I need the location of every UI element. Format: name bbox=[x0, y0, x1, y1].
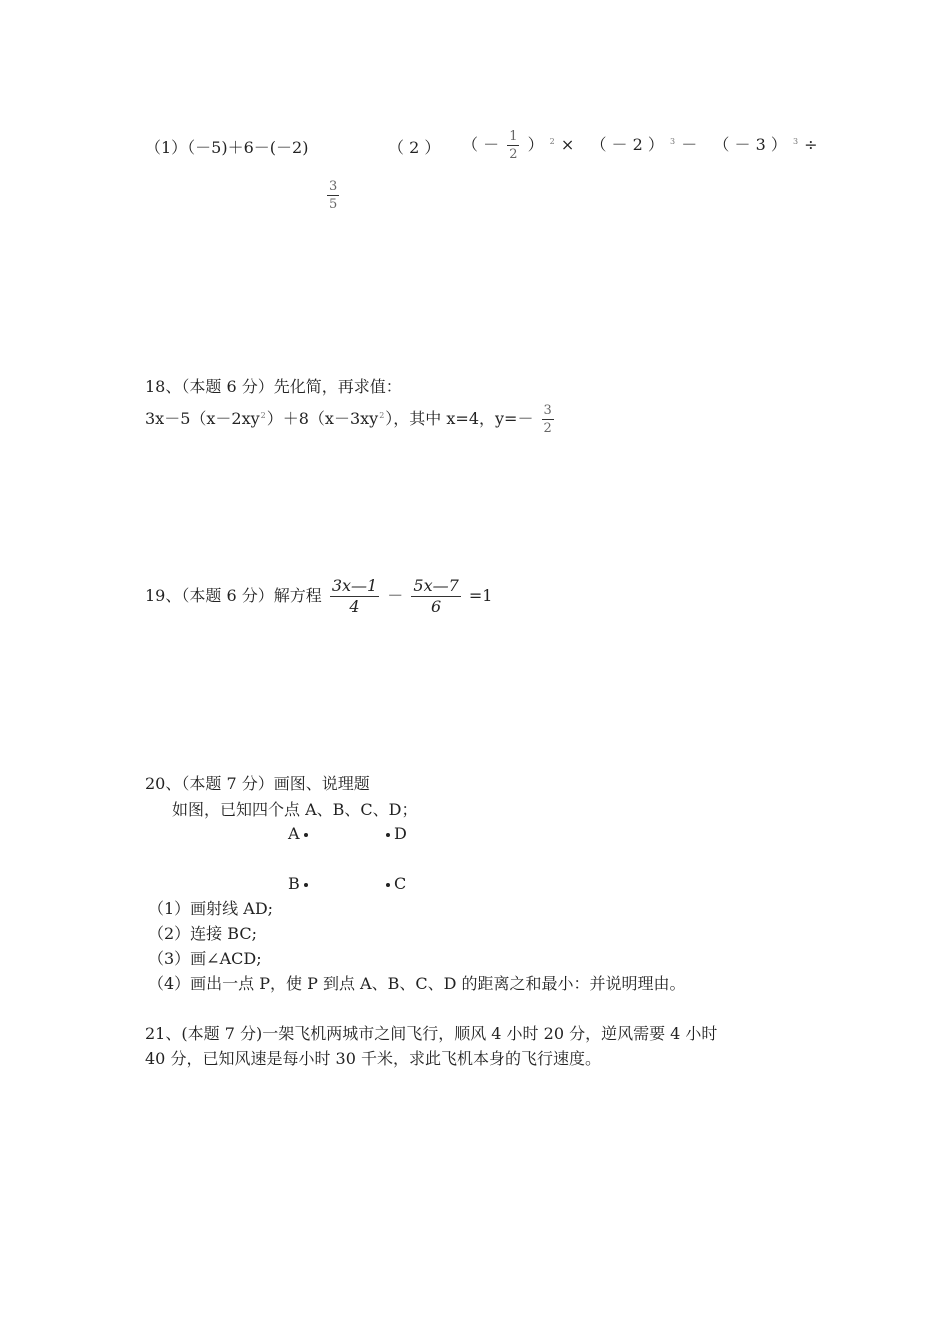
q17-term2: （ － 2 ） bbox=[590, 135, 664, 154]
q17-close: ） bbox=[527, 135, 544, 154]
q19-equation bbox=[145, 578, 492, 615]
q17-minus: － bbox=[681, 135, 698, 154]
q18-title: 18、（本题 6 分）先化简，再求值： bbox=[145, 377, 402, 396]
q20-intro: 如图，已知四个点 A、B、C、D； bbox=[172, 800, 418, 819]
q17-exp1: 2 bbox=[549, 137, 555, 146]
q17-part1: （1）（－5)＋6－(－2) bbox=[145, 138, 309, 157]
q18-exp-a: 2 bbox=[260, 411, 266, 420]
q20-item-4: （4）画出一点 P，使 P 到点 A、B、C、D 的距离之和最小：并说明理由。 bbox=[148, 974, 686, 993]
q21-line-1: 21、(本题 7 分)一架飞机两城市之间飞行，顺风 4 小时 20 分，逆风需要 4 小时 bbox=[145, 1024, 718, 1043]
point-d-dot bbox=[386, 833, 390, 837]
point-d: D bbox=[382, 826, 407, 842]
q18-fraction: $\frac{3}{2}$ bbox=[543, 403, 552, 436]
point-a: A bbox=[288, 826, 312, 842]
q17-part2-label: （ 2 ） bbox=[388, 138, 441, 157]
q17-term3: （ － 3 ） bbox=[713, 135, 787, 154]
q20-item-2: （2）连接 BC; bbox=[148, 924, 257, 943]
q17-open: （ － bbox=[462, 135, 500, 154]
q17-exp2: 3 bbox=[670, 137, 676, 146]
point-a-dot bbox=[304, 833, 308, 837]
q17-times: × bbox=[560, 135, 575, 154]
q17-div: ÷ bbox=[804, 135, 818, 154]
q18-exp-b: 2 bbox=[379, 411, 385, 420]
q21-line-2: 40 分，已知风速是每小时 30 千米，求此飞机本身的飞行速度。 bbox=[145, 1049, 601, 1068]
q20-item-1: （1）画射线 AD; bbox=[148, 899, 274, 918]
point-c-dot bbox=[386, 883, 390, 887]
q20-item-3: （3）画∠ACD; bbox=[148, 949, 262, 968]
point-b: B bbox=[288, 876, 312, 892]
q20-title: 20、（本题 7 分）画图、说理题 bbox=[145, 774, 370, 793]
q19-minus: － bbox=[387, 586, 404, 605]
q19-fraction-2: $\frac{5x—7}{6}$ bbox=[413, 576, 459, 616]
q17-fraction-half: $\frac{1}{2}$ bbox=[509, 129, 518, 162]
q17-exp3: 3 bbox=[792, 137, 799, 146]
q17-part2-expression bbox=[462, 130, 818, 161]
q19-title: 19、（本题 6 分）解方程 bbox=[145, 586, 322, 605]
point-c: C bbox=[382, 876, 406, 892]
point-b-dot bbox=[304, 883, 308, 887]
q17-fraction-three-fifths: $\frac{3}{5}$ bbox=[329, 179, 338, 212]
q19-equals: =1 bbox=[468, 586, 493, 605]
q18-expression: $3x-5(x-2xy^2)+8(x-3xy^2)$，其中 x=4，y=－ $\frac{3}{2}$ bbox=[145, 403, 552, 436]
q19-fraction-1: $\frac{3x—1}{4}$ bbox=[331, 576, 378, 616]
